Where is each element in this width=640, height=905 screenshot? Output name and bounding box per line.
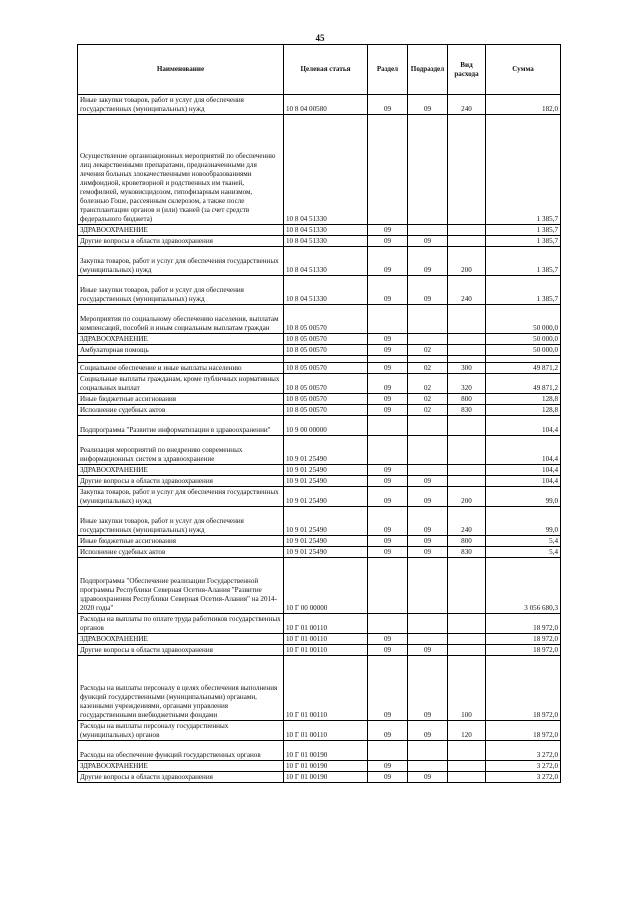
row-kind	[448, 476, 486, 487]
header-section: Раздел	[368, 45, 408, 95]
row-sum: 104,4	[486, 416, 561, 436]
row-subsection: 02	[408, 363, 448, 374]
row-target: 10 8 05 00570	[284, 334, 368, 345]
row-name: Другие вопросы в области здравоохранения	[78, 645, 284, 656]
row-kind	[448, 645, 486, 656]
row-name: Расходы на обеспечение функций государственных органов	[78, 741, 284, 761]
table-row	[78, 465, 561, 476]
row-subsection: 09	[408, 276, 448, 305]
row-section: 09	[368, 95, 408, 115]
row-subsection: 02	[408, 345, 448, 356]
row-target: 10 8 04 51330	[284, 276, 368, 305]
table-row	[78, 645, 561, 656]
table-row	[78, 547, 561, 558]
row-sum: 49 871,2	[486, 363, 561, 374]
row-sum: 5,4	[486, 536, 561, 547]
row-kind	[448, 772, 486, 783]
row-name: ЗДРАВООХРАНЕНИЕ	[78, 334, 284, 345]
table-row	[78, 761, 561, 772]
table-body	[78, 95, 561, 783]
row-target: 10 Г 01 00110	[284, 656, 368, 721]
row-section: 09	[368, 476, 408, 487]
row-target: 10 8 04 51330	[284, 247, 368, 276]
row-sum: 3 272,0	[486, 772, 561, 783]
row-subsection	[408, 558, 448, 614]
row-sum: 18 972,0	[486, 614, 561, 634]
row-target: 10 8 05 00570	[284, 374, 368, 394]
row-subsection: 09	[408, 95, 448, 115]
row-name: Амбулаторная помощь	[78, 345, 284, 356]
row-name: Расходы на выплаты по оплате труда работников государственных органов	[78, 614, 284, 634]
row-name: ЗДРАВООХРАНЕНИЕ	[78, 465, 284, 476]
row-section: 09	[368, 225, 408, 236]
row-kind: 240	[448, 507, 486, 536]
empty-cell	[448, 356, 486, 363]
row-kind	[448, 436, 486, 465]
row-target: 10 Г 01 00110	[284, 645, 368, 656]
row-subsection: 09	[408, 656, 448, 721]
table-row	[78, 436, 561, 465]
row-target: 10 Г 00 00000	[284, 558, 368, 614]
row-name: Подпрограмма "Обеспечение реализации Государственной программы Республики Северная Осетия-Алания "Развитие здравоохранения Республики Северная Осетия-Алания" на 2014-2020 годы"	[78, 558, 284, 614]
row-name: Иные закупки товаров, работ и услуг для обеспечения государственных (муниципальных) нужд	[78, 276, 284, 305]
row-section: 09	[368, 345, 408, 356]
row-section: 09	[368, 374, 408, 394]
row-subsection: 09	[408, 772, 448, 783]
row-target: 10 Г 01 00110	[284, 721, 368, 741]
table-row	[78, 356, 561, 363]
row-sum: 1 385,7	[486, 247, 561, 276]
table-row	[78, 721, 561, 741]
table-row	[78, 405, 561, 416]
row-section: 09	[368, 645, 408, 656]
row-kind	[448, 558, 486, 614]
table-row	[78, 476, 561, 487]
row-kind: 830	[448, 547, 486, 558]
row-sum: 104,4	[486, 476, 561, 487]
row-kind: 200	[448, 247, 486, 276]
row-kind	[448, 465, 486, 476]
row-subsection	[408, 761, 448, 772]
table-row	[78, 374, 561, 394]
row-section: 09	[368, 363, 408, 374]
row-section	[368, 436, 408, 465]
row-section	[368, 741, 408, 761]
row-sum: 3 272,0	[486, 761, 561, 772]
row-target: 10 8 04 51330	[284, 225, 368, 236]
row-section: 09	[368, 772, 408, 783]
row-subsection: 09	[408, 236, 448, 247]
row-name: Исполнение судебных актов	[78, 405, 284, 416]
row-kind	[448, 115, 486, 225]
row-kind: 100	[448, 656, 486, 721]
table-row	[78, 416, 561, 436]
row-target: 10 9 01 25490	[284, 465, 368, 476]
empty-cell	[486, 356, 561, 363]
header-name: Наименование	[78, 45, 284, 95]
table-row	[78, 345, 561, 356]
row-name: ЗДРАВООХРАНЕНИЕ	[78, 225, 284, 236]
row-target: 10 Г 01 00190	[284, 741, 368, 761]
table-row	[78, 558, 561, 614]
table-row	[78, 634, 561, 645]
table-row	[78, 363, 561, 374]
row-name: Мероприятия по социальному обеспечению населения, выплатам компенсаций, пособий и иным социальным выплатам граждан	[78, 305, 284, 334]
row-target: 10 9 01 25490	[284, 547, 368, 558]
row-kind: 120	[448, 721, 486, 741]
row-sum: 182,0	[486, 95, 561, 115]
row-kind	[448, 741, 486, 761]
row-section	[368, 115, 408, 225]
table-row	[78, 741, 561, 761]
row-sum: 1 385,7	[486, 225, 561, 236]
empty-cell	[408, 356, 448, 363]
row-subsection	[408, 225, 448, 236]
row-sum: 5,4	[486, 547, 561, 558]
header-kind: Вид расхода	[448, 45, 486, 95]
row-kind: 830	[448, 405, 486, 416]
row-section: 09	[368, 334, 408, 345]
row-kind	[448, 334, 486, 345]
row-subsection	[408, 436, 448, 465]
table-header-row	[78, 45, 561, 95]
row-sum: 128,8	[486, 405, 561, 416]
row-target: 10 9 01 25490	[284, 487, 368, 507]
row-section	[368, 614, 408, 634]
row-sum: 99,0	[486, 487, 561, 507]
row-name: Иные закупки товаров, работ и услуг для обеспечения государственных (муниципальных) нужд	[78, 95, 284, 115]
row-section: 09	[368, 465, 408, 476]
row-target: 10 Г 01 00110	[284, 634, 368, 645]
row-name: Иные бюджетные ассигнования	[78, 394, 284, 405]
table-row	[78, 507, 561, 536]
row-kind: 240	[448, 95, 486, 115]
page-number: 45	[315, 33, 325, 43]
row-section: 09	[368, 547, 408, 558]
row-target: 10 8 05 00570	[284, 363, 368, 374]
row-kind	[448, 345, 486, 356]
row-subsection: 09	[408, 247, 448, 276]
row-name: Закупка товаров, работ и услуг для обеспечения государственных (муниципальных) нужд	[78, 487, 284, 507]
row-kind: 200	[448, 487, 486, 507]
empty-cell	[368, 356, 408, 363]
row-name: Социальное обеспечение и иные выплаты населению	[78, 363, 284, 374]
table-row	[78, 614, 561, 634]
row-kind: 300	[448, 363, 486, 374]
row-target: 10 Г 01 00190	[284, 772, 368, 783]
header-subsection: Подраздел	[408, 45, 448, 95]
table-row	[78, 487, 561, 507]
row-target: 10 Г 01 00110	[284, 614, 368, 634]
row-name: Закупка товаров, работ и услуг для обеспечения государственных (муниципальных) нужд	[78, 247, 284, 276]
table-row	[78, 656, 561, 721]
row-name: Исполнение судебных актов	[78, 547, 284, 558]
row-sum: 3 056 680,3	[486, 558, 561, 614]
row-sum: 50 000,0	[486, 345, 561, 356]
row-target: 10 Г 01 00190	[284, 761, 368, 772]
row-section: 09	[368, 507, 408, 536]
row-sum: 104,4	[486, 436, 561, 465]
row-target: 10 9 00 00000	[284, 416, 368, 436]
row-subsection	[408, 334, 448, 345]
row-target: 10 8 04 00580	[284, 95, 368, 115]
row-section: 09	[368, 394, 408, 405]
row-name: Иные бюджетные ассигнования	[78, 536, 284, 547]
row-section: 09	[368, 656, 408, 721]
table-row	[78, 276, 561, 305]
row-sum: 3 272,0	[486, 741, 561, 761]
row-subsection: 09	[408, 536, 448, 547]
row-kind: 240	[448, 276, 486, 305]
row-target: 10 9 01 25490	[284, 536, 368, 547]
row-subsection	[408, 614, 448, 634]
row-target: 10 8 04 51330	[284, 115, 368, 225]
header-sum: Сумма	[486, 45, 561, 95]
row-target: 10 8 05 00570	[284, 394, 368, 405]
row-kind	[448, 761, 486, 772]
row-subsection	[408, 305, 448, 334]
row-subsection: 09	[408, 476, 448, 487]
row-subsection: 09	[408, 487, 448, 507]
row-name: Другие вопросы в области здравоохранения	[78, 772, 284, 783]
table-row	[78, 305, 561, 334]
row-subsection	[408, 634, 448, 645]
row-target: 10 9 01 25490	[284, 476, 368, 487]
row-name: Социальные выплаты гражданам, кроме публичных нормативных социальных выплат	[78, 374, 284, 394]
row-name: Иные закупки товаров, работ и услуг для обеспечения государственных (муниципальных) нужд	[78, 507, 284, 536]
row-kind: 320	[448, 374, 486, 394]
row-target: 10 9 01 25490	[284, 436, 368, 465]
row-section: 09	[368, 634, 408, 645]
row-name: ЗДРАВООХРАНЕНИЕ	[78, 634, 284, 645]
row-section: 09	[368, 405, 408, 416]
row-target: 10 9 01 25490	[284, 507, 368, 536]
table-row	[78, 536, 561, 547]
table-row	[78, 236, 561, 247]
row-sum: 50 000,0	[486, 334, 561, 345]
row-name: ЗДРАВООХРАНЕНИЕ	[78, 761, 284, 772]
row-sum: 99,0	[486, 507, 561, 536]
table-row	[78, 394, 561, 405]
row-sum: 1 385,7	[486, 236, 561, 247]
row-subsection: 02	[408, 394, 448, 405]
row-name: Осуществление организационных мероприятий по обеспечению лиц лекарственными препаратами, предназначенными для лечения больных злокачественными новообразованиями лимфоидной, кроветворной и родственных им тканей, гемофилией, муковисцидозом, гипофизарным нанизмом, болезнью Гоше, рассеянным склерозом, а также после трансплантации органов и (или) тканей (за счет средств федерального бюджета)	[78, 115, 284, 225]
budget-table	[77, 44, 561, 783]
row-subsection: 09	[408, 507, 448, 536]
row-kind	[448, 236, 486, 247]
row-kind	[448, 634, 486, 645]
row-subsection	[408, 741, 448, 761]
row-subsection: 09	[408, 721, 448, 741]
table-row	[78, 334, 561, 345]
table-row	[78, 225, 561, 236]
empty-cell	[78, 356, 284, 363]
row-target: 10 8 05 00570	[284, 345, 368, 356]
header-target: Целевая статья	[284, 45, 368, 95]
row-sum: 18 972,0	[486, 656, 561, 721]
row-target: 10 8 05 00570	[284, 405, 368, 416]
row-subsection: 09	[408, 547, 448, 558]
table-row	[78, 115, 561, 225]
row-subsection: 09	[408, 645, 448, 656]
row-subsection	[408, 465, 448, 476]
row-section	[368, 416, 408, 436]
row-section: 09	[368, 236, 408, 247]
row-section: 09	[368, 721, 408, 741]
row-target: 10 8 04 51330	[284, 236, 368, 247]
row-name: Подпрограмма "Развитие информатизации в здравоохранении"	[78, 416, 284, 436]
row-sum: 18 972,0	[486, 634, 561, 645]
row-section	[368, 558, 408, 614]
row-section: 09	[368, 276, 408, 305]
table-row	[78, 95, 561, 115]
empty-cell	[284, 356, 368, 363]
row-kind: 800	[448, 394, 486, 405]
row-sum: 1 385,7	[486, 276, 561, 305]
row-section: 09	[368, 761, 408, 772]
row-kind: 800	[448, 536, 486, 547]
row-section: 09	[368, 487, 408, 507]
row-sum: 104,4	[486, 465, 561, 476]
row-section: 09	[368, 247, 408, 276]
row-kind	[448, 614, 486, 634]
row-subsection: 02	[408, 374, 448, 394]
row-section	[368, 305, 408, 334]
row-name: Расходы на выплаты персоналу государственных (муниципальных) органов	[78, 721, 284, 741]
row-subsection: 02	[408, 405, 448, 416]
row-section: 09	[368, 536, 408, 547]
row-sum: 18 972,0	[486, 721, 561, 741]
row-name: Другие вопросы в области здравоохранения	[78, 476, 284, 487]
row-kind	[448, 305, 486, 334]
row-sum: 128,8	[486, 394, 561, 405]
table-row	[78, 247, 561, 276]
row-sum: 49 871,2	[486, 374, 561, 394]
row-sum: 1 385,7	[486, 115, 561, 225]
row-name: Другие вопросы в области здравоохранения	[78, 236, 284, 247]
row-subsection	[408, 416, 448, 436]
row-name: Расходы на выплаты персоналу в целях обеспечения выполнения функций государственными (муниципальными) органами, казенными учреждениями, органами управления государственными внебюджетными фондами	[78, 656, 284, 721]
row-subsection	[408, 115, 448, 225]
row-target: 10 8 05 00570	[284, 305, 368, 334]
row-kind	[448, 225, 486, 236]
table-row	[78, 772, 561, 783]
row-name: Реализация мероприятий по внедрению современных информационных систем в здравоохранение	[78, 436, 284, 465]
row-kind	[448, 416, 486, 436]
row-sum: 50 000,0	[486, 305, 561, 334]
row-sum: 18 972,0	[486, 645, 561, 656]
